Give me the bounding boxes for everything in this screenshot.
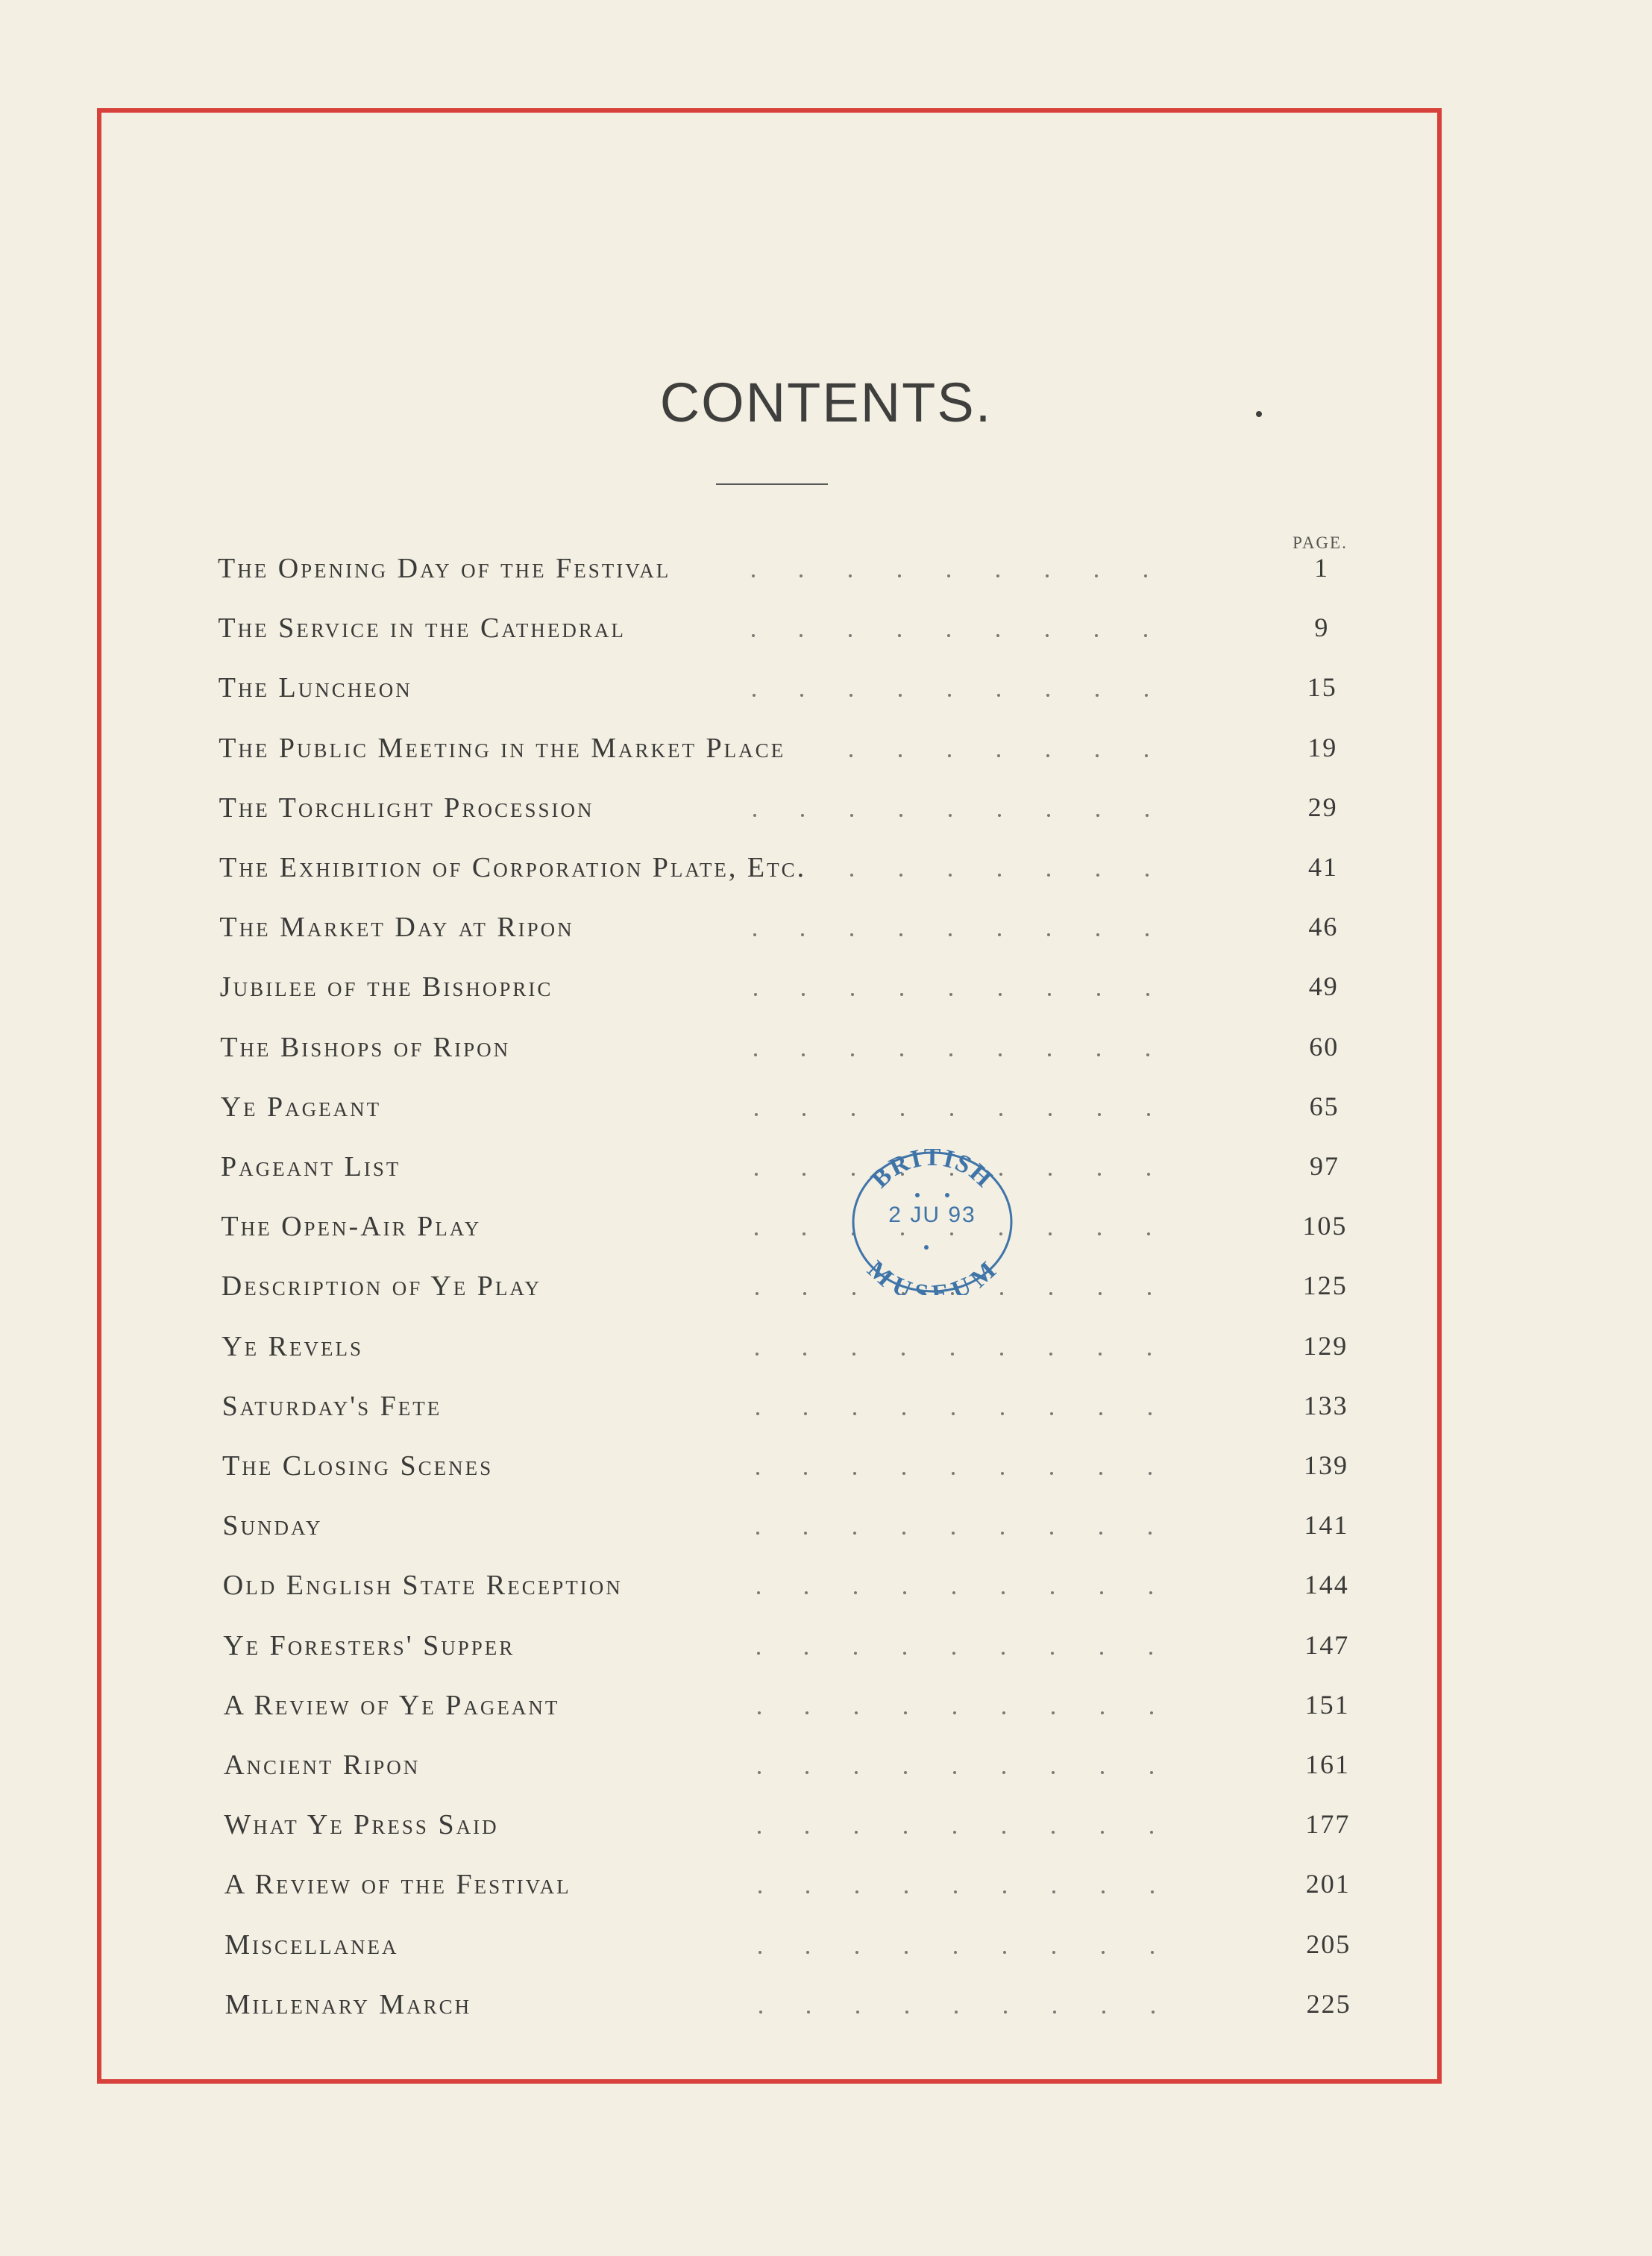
leader-dot: [952, 1652, 955, 1655]
leader-dot: [854, 1591, 857, 1594]
stamp-top-text: BRITISH: [866, 1149, 999, 1194]
leader-dot: [1099, 1292, 1102, 1295]
toc-entry-title: The Bishops of Ripon: [220, 1031, 511, 1063]
leader-dot: [903, 1652, 906, 1655]
leader-dot: [996, 574, 999, 577]
leader-dot: [758, 1831, 761, 1834]
leader-dot: [1148, 1292, 1151, 1295]
leader-dot: [1101, 1771, 1104, 1774]
leader-dot: [758, 1771, 761, 1774]
leader-dot: [853, 1412, 856, 1415]
svg-text:MUSEUM: [862, 1256, 1003, 1295]
leader-dot: [905, 2011, 908, 2014]
leader-dot: [1149, 1472, 1152, 1475]
toc-entry: [224, 1689, 1387, 1726]
toc-entry: [225, 1988, 1389, 2025]
toc-entry-title: Saturday's Fete: [222, 1390, 442, 1422]
leader-dot: [757, 1652, 760, 1655]
leader-dot: [949, 933, 952, 936]
leader-dot: [1149, 1412, 1152, 1415]
leader-dot: [899, 933, 902, 936]
leader-dot: [1152, 2011, 1155, 2014]
leader-dot: [804, 1532, 807, 1535]
leader-dot: [997, 754, 1000, 757]
leader-dot: [758, 1711, 761, 1714]
leader-dot: [947, 634, 950, 637]
leader-dot: [849, 754, 852, 757]
leader-dot: [999, 1053, 1002, 1056]
leader-dot: [948, 694, 951, 697]
toc-entry-page: 105: [1302, 1211, 1348, 1241]
leader-dot: [953, 1831, 956, 1834]
leader-dot: [1001, 1532, 1004, 1535]
leader-dot: [1049, 1353, 1052, 1356]
leader-dot: [851, 993, 854, 996]
toc-entry-title: Pageant List: [221, 1151, 401, 1182]
leader-dot: [1003, 1890, 1006, 1893]
toc-entry: [218, 612, 1381, 649]
leader-dot: [955, 2011, 958, 2014]
leader-dot: [1049, 1232, 1052, 1235]
leader-dot: [899, 814, 902, 817]
leader-dot: [950, 1113, 953, 1116]
leader-dot: [800, 574, 803, 577]
leader-dot: [997, 694, 1000, 697]
leader-dot: [999, 993, 1002, 996]
leader-dot: [902, 1532, 905, 1535]
leader-dot: [1100, 1591, 1103, 1594]
leader-dot: [803, 1353, 806, 1356]
leader-dot: [904, 1711, 907, 1714]
leader-dot: [900, 1053, 903, 1056]
leader-dot: [1049, 1173, 1052, 1176]
leader-dot: [902, 1353, 905, 1356]
leader-dot: [1047, 874, 1050, 877]
leader-dot: [855, 1711, 858, 1714]
leader-dot: [948, 754, 951, 757]
leader-dot: [1147, 1232, 1150, 1235]
toc-entry-page: 161: [1305, 1749, 1350, 1779]
leader-dot: [949, 993, 952, 996]
toc-entry-page: 177: [1305, 1809, 1351, 1840]
leader-dot: [1150, 1771, 1153, 1774]
toc-entry: [218, 552, 1381, 589]
title-rule: [716, 483, 828, 485]
leader-dot: [852, 1113, 855, 1116]
toc-entry: [222, 1450, 1386, 1487]
leader-dot: [1052, 1951, 1055, 1954]
leader-dot: [954, 1951, 957, 1954]
leader-dot: [803, 1173, 805, 1176]
leader-dot: [849, 694, 852, 697]
toc-entry-title: The Torchlight Procession: [219, 792, 594, 824]
leader-dot: [1095, 574, 1098, 577]
leader-dot: [998, 933, 1001, 936]
leader-dot: [899, 754, 902, 757]
toc-entry-title: The Opening Day of the Festival: [218, 553, 671, 584]
leader-dot: [1049, 1113, 1052, 1116]
toc-entry-title: A Review of the Festival: [224, 1869, 571, 1901]
leader-dot: [1096, 933, 1099, 936]
leader-dot: [1102, 1951, 1105, 1954]
leader-dot: [1046, 574, 1049, 577]
leader-dot: [1001, 1412, 1004, 1415]
leader-dot: [855, 1831, 858, 1834]
leader-dot: [905, 1951, 908, 1954]
toc-entry: [222, 1509, 1386, 1547]
leader-dot: [756, 1532, 759, 1535]
toc-entry-page: 15: [1307, 672, 1337, 703]
toc-entry: [223, 1629, 1386, 1667]
leader-dot: [753, 814, 756, 817]
page-title: CONTENTS.: [659, 372, 993, 433]
leader-dot: [1096, 694, 1099, 697]
toc-entry-title: The Open-Air Play: [221, 1211, 482, 1243]
toc-entry-title: What Ye Press Said: [224, 1809, 499, 1841]
leader-dot: [899, 874, 902, 877]
leader-dot: [801, 814, 804, 817]
leader-dot: [1099, 1412, 1102, 1415]
leader-dot: [854, 1652, 857, 1655]
leader-dot: [996, 634, 999, 637]
leader-dot: [849, 634, 852, 637]
toc-entry-title: Jubilee of the Bishopric: [219, 971, 553, 1003]
leader-dot: [1052, 1711, 1055, 1714]
leader-dot: [853, 1472, 856, 1475]
leader-dot: [752, 634, 755, 637]
toc-entry-title: Ye Revels: [222, 1330, 363, 1362]
leader-dot: [1048, 993, 1051, 996]
toc-entry: [222, 1270, 1385, 1307]
leader-dot: [954, 1890, 957, 1893]
toc-entry-page: 41: [1308, 852, 1338, 882]
leader-dot: [1048, 1053, 1051, 1056]
leader-dot: [1146, 933, 1149, 936]
leader-dot: [951, 1353, 954, 1356]
leader-dot: [756, 1353, 759, 1356]
leader-dot: [904, 1831, 907, 1834]
toc-entry-title: The Service in the Cathedral: [218, 612, 626, 645]
leader-dot: [1047, 814, 1050, 817]
leader-dot: [800, 634, 803, 637]
page-column-heading: PAGE.: [1293, 533, 1348, 552]
leader-dot: [1050, 1472, 1053, 1475]
toc-entry: [224, 1749, 1387, 1786]
toc-entry: [222, 1390, 1386, 1427]
leader-dot: [804, 1412, 807, 1415]
leader-dot: [801, 933, 804, 936]
toc-entry: [221, 1091, 1384, 1128]
toc-entry-page: 129: [1303, 1330, 1348, 1361]
leader-dot: [1146, 814, 1149, 817]
stamp-date: 2 JU 93: [888, 1203, 976, 1227]
toc-entry-title: Sunday: [222, 1510, 323, 1542]
toc-entry-title: Miscellanea: [224, 1928, 399, 1961]
leader-dot: [1049, 1292, 1052, 1295]
leader-dot: [1097, 993, 1100, 996]
toc-entry: [219, 851, 1383, 889]
leader-dot: [1145, 694, 1148, 697]
leader-dot: [1146, 1053, 1149, 1056]
leader-dot: [998, 814, 1001, 817]
leader-dot: [755, 1232, 758, 1235]
leader-dot: [1002, 1771, 1005, 1774]
leader-dot: [755, 1113, 758, 1116]
leader-dot: [1096, 814, 1099, 817]
leader-dot: [759, 2011, 762, 2014]
leader-dot: [856, 2011, 859, 2014]
leader-dot: [1051, 1591, 1054, 1594]
leader-dot: [759, 1951, 761, 1954]
leader-dot: [802, 1053, 805, 1056]
leader-dot: [1000, 1353, 1003, 1356]
leader-dot: [1096, 874, 1099, 877]
leader-dot: [800, 694, 803, 697]
toc-entry-page: 225: [1306, 1988, 1351, 2019]
toc-entry-page: 125: [1302, 1270, 1348, 1301]
leader-dot: [899, 694, 902, 697]
leader-dot: [1095, 634, 1098, 637]
leader-dot: [807, 2011, 810, 2014]
toc-entry: [220, 1031, 1384, 1068]
toc-entry-title: Ye Pageant: [220, 1091, 382, 1123]
leader-dot: [853, 1532, 856, 1535]
toc-entry-title: Description of Ye Play: [221, 1270, 541, 1303]
leader-dot: [754, 1053, 757, 1056]
toc-entry: [222, 1330, 1385, 1367]
leader-dot: [756, 1472, 759, 1475]
leader-dot: [754, 993, 757, 996]
leader-dot: [1099, 1472, 1102, 1475]
leader-dot: [756, 1412, 759, 1415]
leader-dot: [903, 1591, 906, 1594]
leader-dot: [1099, 1532, 1102, 1535]
leader-dot: [1151, 1951, 1154, 1954]
leader-dot: [901, 1113, 904, 1116]
toc-entry: [224, 1868, 1388, 1905]
leader-dot: [804, 1472, 807, 1475]
toc-entry-title: Old English State Reception: [222, 1570, 623, 1602]
toc-entry: [224, 1928, 1388, 1966]
leader-dot: [855, 1951, 858, 1954]
library-stamp: [849, 1149, 1015, 1295]
leader-dot: [1147, 1113, 1150, 1116]
leader-dot: [1002, 1831, 1005, 1834]
toc-entry: [219, 732, 1382, 769]
leader-dot: [1052, 1771, 1055, 1774]
leader-dot: [805, 1831, 808, 1834]
leader-dot: [1098, 1173, 1101, 1176]
leader-dot: [805, 1711, 808, 1714]
leader-dot: [752, 574, 755, 577]
leader-dot: [898, 574, 901, 577]
leader-dot: [947, 574, 950, 577]
leader-dot: [898, 634, 901, 637]
leader-dot: [1098, 1113, 1101, 1116]
toc-entry: [221, 1150, 1384, 1188]
leader-dot: [759, 1890, 761, 1893]
leader-dot: [1149, 1652, 1152, 1655]
toc-entry-page: 29: [1307, 792, 1338, 822]
leader-dot: [855, 1890, 858, 1893]
toc-entry-title: The Exhibition of Corporation Plate, Etc.: [219, 852, 807, 883]
leader-dot: [1050, 1532, 1053, 1535]
leader-dot: [949, 874, 952, 877]
toc-entry-page: 60: [1309, 1031, 1339, 1062]
leader-dot: [900, 993, 903, 996]
leader-dot: [805, 1591, 808, 1594]
leader-dot: [757, 1591, 760, 1594]
leader-dot: [1149, 1591, 1152, 1594]
leader-dot: [852, 1353, 855, 1356]
toc-entry-page: 9: [1314, 612, 1330, 643]
leader-dot: [998, 874, 1001, 877]
leader-dot: [1003, 1951, 1006, 1954]
toc-entry: [224, 1808, 1387, 1846]
stamp-bottom-text: MUSEUM: [861, 1256, 1003, 1295]
toc-entry: [219, 911, 1383, 948]
leader-dot: [1099, 1353, 1102, 1356]
leader-dot: [849, 574, 852, 577]
leader-dot: [1147, 1173, 1150, 1176]
toc-entry-page: 65: [1309, 1091, 1339, 1121]
leader-dot: [1150, 1831, 1153, 1834]
leader-dot: [851, 1053, 854, 1056]
leader-dot: [1096, 754, 1099, 757]
leader-dot: [952, 1532, 955, 1535]
leader-dot: [1101, 1711, 1104, 1714]
leader-dot: [1146, 874, 1149, 877]
leader-dot: [1144, 634, 1147, 637]
leader-dot: [949, 814, 952, 817]
toc-entry-title: The Public Meeting in the Market Place: [219, 732, 786, 764]
leader-dot: [1097, 1053, 1100, 1056]
toc-entry-page: 19: [1307, 732, 1338, 762]
leader-dot: [902, 1472, 905, 1475]
toc-entry: [219, 792, 1383, 829]
toc-entry-page: 151: [1304, 1689, 1350, 1720]
leader-dot: [952, 1591, 955, 1594]
toc-entry-page: 141: [1304, 1510, 1349, 1541]
leader-dot: [855, 1771, 858, 1774]
leader-dot: [753, 694, 756, 697]
leader-dot: [756, 1292, 759, 1295]
leader-dot: [902, 1412, 905, 1415]
leader-dot: [803, 1232, 805, 1235]
leader-dot: [1002, 1591, 1005, 1594]
leader-dot: [1149, 1532, 1152, 1535]
toc-entry-page: 205: [1306, 1928, 1351, 1959]
toc-entry-page: 46: [1308, 912, 1339, 942]
leader-dot: [1053, 2011, 1056, 2014]
leader-dot: [806, 1951, 809, 1954]
leader-dot: [1004, 2011, 1007, 2014]
leader-dot: [1101, 1831, 1104, 1834]
toc-entry-title: Ye Foresters' Supper: [223, 1629, 515, 1661]
leader-dot: [1102, 1890, 1105, 1893]
leader-dot: [805, 1652, 808, 1655]
leader-dot: [1002, 1652, 1005, 1655]
leader-dot: [1144, 574, 1147, 577]
toc-entry: [220, 971, 1384, 1008]
leader-dot: [1002, 1711, 1005, 1714]
leader-dot: [1150, 1711, 1153, 1714]
toc-entry-title: Millenary March: [224, 1988, 472, 2020]
leader-dot: [803, 1292, 806, 1295]
leader-dot: [850, 814, 853, 817]
leader-dot: [1046, 694, 1049, 697]
leader-dot: [904, 1771, 907, 1774]
leader-dot: [999, 1113, 1002, 1116]
leader-dot: [803, 1113, 805, 1116]
toc-entry-page: 1: [1314, 553, 1329, 583]
toc-entry: [223, 1569, 1386, 1606]
toc-entry-page: 147: [1304, 1629, 1350, 1660]
leader-dot: [1050, 1412, 1053, 1415]
leader-dot: [1148, 1353, 1151, 1356]
toc-entry-page: 144: [1304, 1570, 1349, 1600]
toc-entry-page: 49: [1308, 971, 1339, 1002]
leader-dot: [1052, 1831, 1055, 1834]
leader-dot: [1052, 1890, 1055, 1893]
leader-dot: [1102, 2011, 1105, 2014]
leader-dot: [952, 1412, 955, 1415]
leader-dot: [1100, 1652, 1103, 1655]
stray-ink-dot: [1256, 411, 1262, 417]
leader-dot: [1001, 1472, 1004, 1475]
leader-dot: [1145, 754, 1148, 757]
svg-text:BRITISH: [866, 1149, 998, 1194]
leader-dot: [953, 1711, 956, 1714]
leader-dot: [953, 1771, 956, 1774]
toc-entry-title: A Review of Ye Pageant: [223, 1689, 560, 1721]
leader-dot: [905, 1890, 908, 1893]
toc-entry: [221, 1210, 1384, 1247]
toc-entry-title: The Closing Scenes: [222, 1450, 494, 1482]
toc-entry-title: The Luncheon: [218, 672, 412, 704]
leader-dot: [802, 993, 805, 996]
leader-dot: [1151, 1890, 1154, 1893]
leader-dot: [1047, 933, 1050, 936]
leader-dot: [850, 874, 853, 877]
leader-dot: [755, 1173, 758, 1176]
leader-dot: [1046, 754, 1049, 757]
leader-dot: [850, 933, 853, 936]
leader-dot: [1098, 1232, 1101, 1235]
leader-dot: [1046, 634, 1049, 637]
toc-entry-title: Ancient Ripon: [224, 1749, 421, 1781]
toc-entry-page: 133: [1303, 1390, 1348, 1420]
leader-dot: [949, 1053, 952, 1056]
toc-entry-title: The Market Day at Ripon: [219, 912, 574, 944]
toc-entry-page: 97: [1310, 1151, 1339, 1181]
leader-dot: [753, 933, 756, 936]
toc-entry: [219, 671, 1382, 709]
leader-dot: [806, 1890, 809, 1893]
toc-entry-page: 139: [1304, 1450, 1348, 1480]
leader-dot: [1146, 993, 1149, 996]
leader-dot: [1051, 1652, 1054, 1655]
leader-dot: [952, 1472, 955, 1475]
leader-dot: [805, 1771, 808, 1774]
toc-entry-page: 201: [1305, 1869, 1351, 1899]
